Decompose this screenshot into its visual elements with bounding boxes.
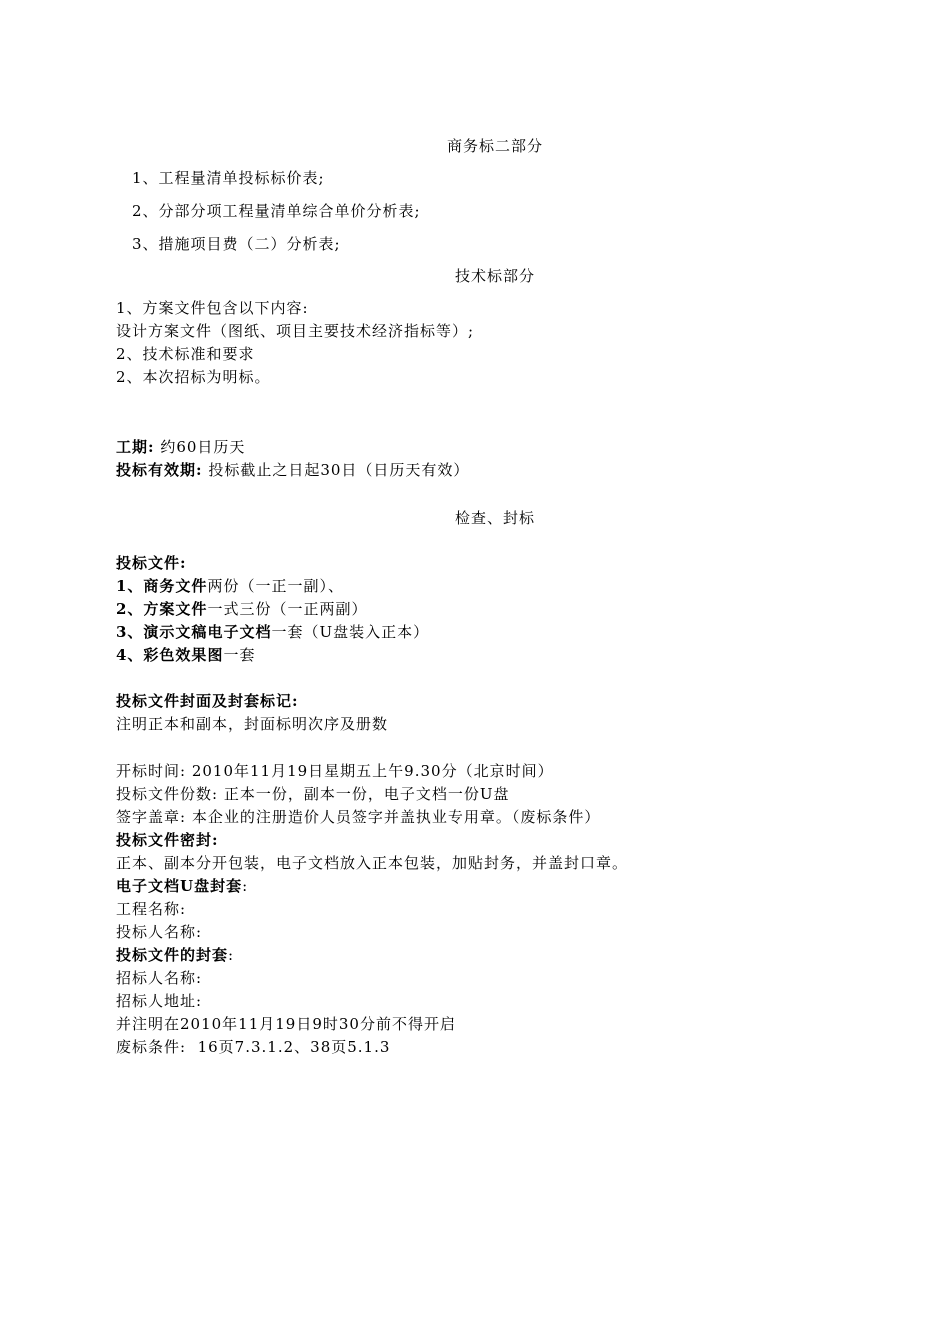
technical-line-2: 设计方案文件（图纸、项目主要技术经济指标等）; <box>116 322 475 340</box>
usb-heading-line <box>116 875 248 897</box>
commercial-title: 商务标二部分 <box>446 137 543 155</box>
duration-value: 约60日历天 <box>154 438 246 456</box>
validity-line <box>116 459 469 481</box>
envelope-heading-line <box>116 944 234 966</box>
usb-heading: 电子文档U盘封套 <box>116 877 243 895</box>
doc-item-1-text: 两份（一正一副）、 <box>207 577 344 595</box>
cover-heading: 投标文件封面及封套标记: <box>116 692 299 710</box>
envelope-line-1: 招标人名称: <box>116 969 203 987</box>
commercial-item-2: 2、分部分项工程量清单综合单价分析表; <box>132 202 421 220</box>
commercial-item-3: 3、措施项目费（二）分析表; <box>132 235 341 253</box>
technical-line-1: 1、方案文件包含以下内容: <box>116 299 309 317</box>
envelope-colon: : <box>228 946 235 964</box>
doc-item-3-label: 3、演示文稿电子文档 <box>116 623 272 641</box>
doc-item-4-text: 一套 <box>223 646 256 664</box>
open-time: 开标时间: 2010年11月19日星期五上午9.30分（北京时间） <box>116 762 554 780</box>
technical-title: 技术标部分 <box>454 267 535 285</box>
doc-item-1-label: 1、商务文件 <box>116 577 208 595</box>
check-title: 检查、封标 <box>454 509 535 527</box>
doc-item-4-label: 4、彩色效果图 <box>116 646 224 664</box>
cover-text: 注明正本和副本，封面标明次序及册数 <box>116 715 389 733</box>
doc-item-4 <box>116 644 255 666</box>
technical-line-3: 2、技术标准和要求 <box>116 345 255 363</box>
envelope-line-3: 并注明在2010年11月19日9时30分前不得开启 <box>116 1015 456 1033</box>
envelope-heading: 投标文件的封套 <box>116 946 229 964</box>
doc-item-2-label: 2、方案文件 <box>116 600 208 618</box>
usb-line-2: 投标人名称: <box>116 923 203 941</box>
technical-line-4: 2、本次招标为明标。 <box>116 368 271 386</box>
usb-line-1: 工程名称: <box>116 900 187 918</box>
doc-item-3-text: 一套（U盘装入正本） <box>271 623 430 641</box>
seal-text: 正本、副本分开包装，电子文档放入正本包装，加贴封务，并盖封口章。 <box>116 854 629 872</box>
doc-item-2-text: 一式三份（一正两副） <box>207 600 368 618</box>
commercial-item-1: 1、工程量清单投标标价表; <box>132 169 325 187</box>
doc-item-1 <box>116 575 344 597</box>
doc-item-3 <box>116 621 429 643</box>
validity-value: 投标截止之日起30日（日历天有效） <box>202 461 470 479</box>
envelope-line-4: 废标条件: 16页7.3.1.2、38页5.1.3 <box>116 1038 391 1056</box>
seal-heading: 投标文件密封: <box>116 831 219 849</box>
validity-label: 投标有效期: <box>116 461 203 479</box>
docs-heading: 投标文件: <box>116 554 187 572</box>
doc-item-2 <box>116 598 367 620</box>
envelope-line-2: 招标人地址: <box>116 992 203 1010</box>
copies-line: 投标文件份数: 正本一份，副本一份，电子文档一份U盘 <box>116 785 510 803</box>
usb-colon: : <box>242 877 249 895</box>
duration-line <box>116 436 245 458</box>
duration-label: 工期: <box>116 438 155 456</box>
sign-line: 签字盖章: 本企业的注册造价人员签字并盖执业专用章。（废标条件） <box>116 808 601 826</box>
